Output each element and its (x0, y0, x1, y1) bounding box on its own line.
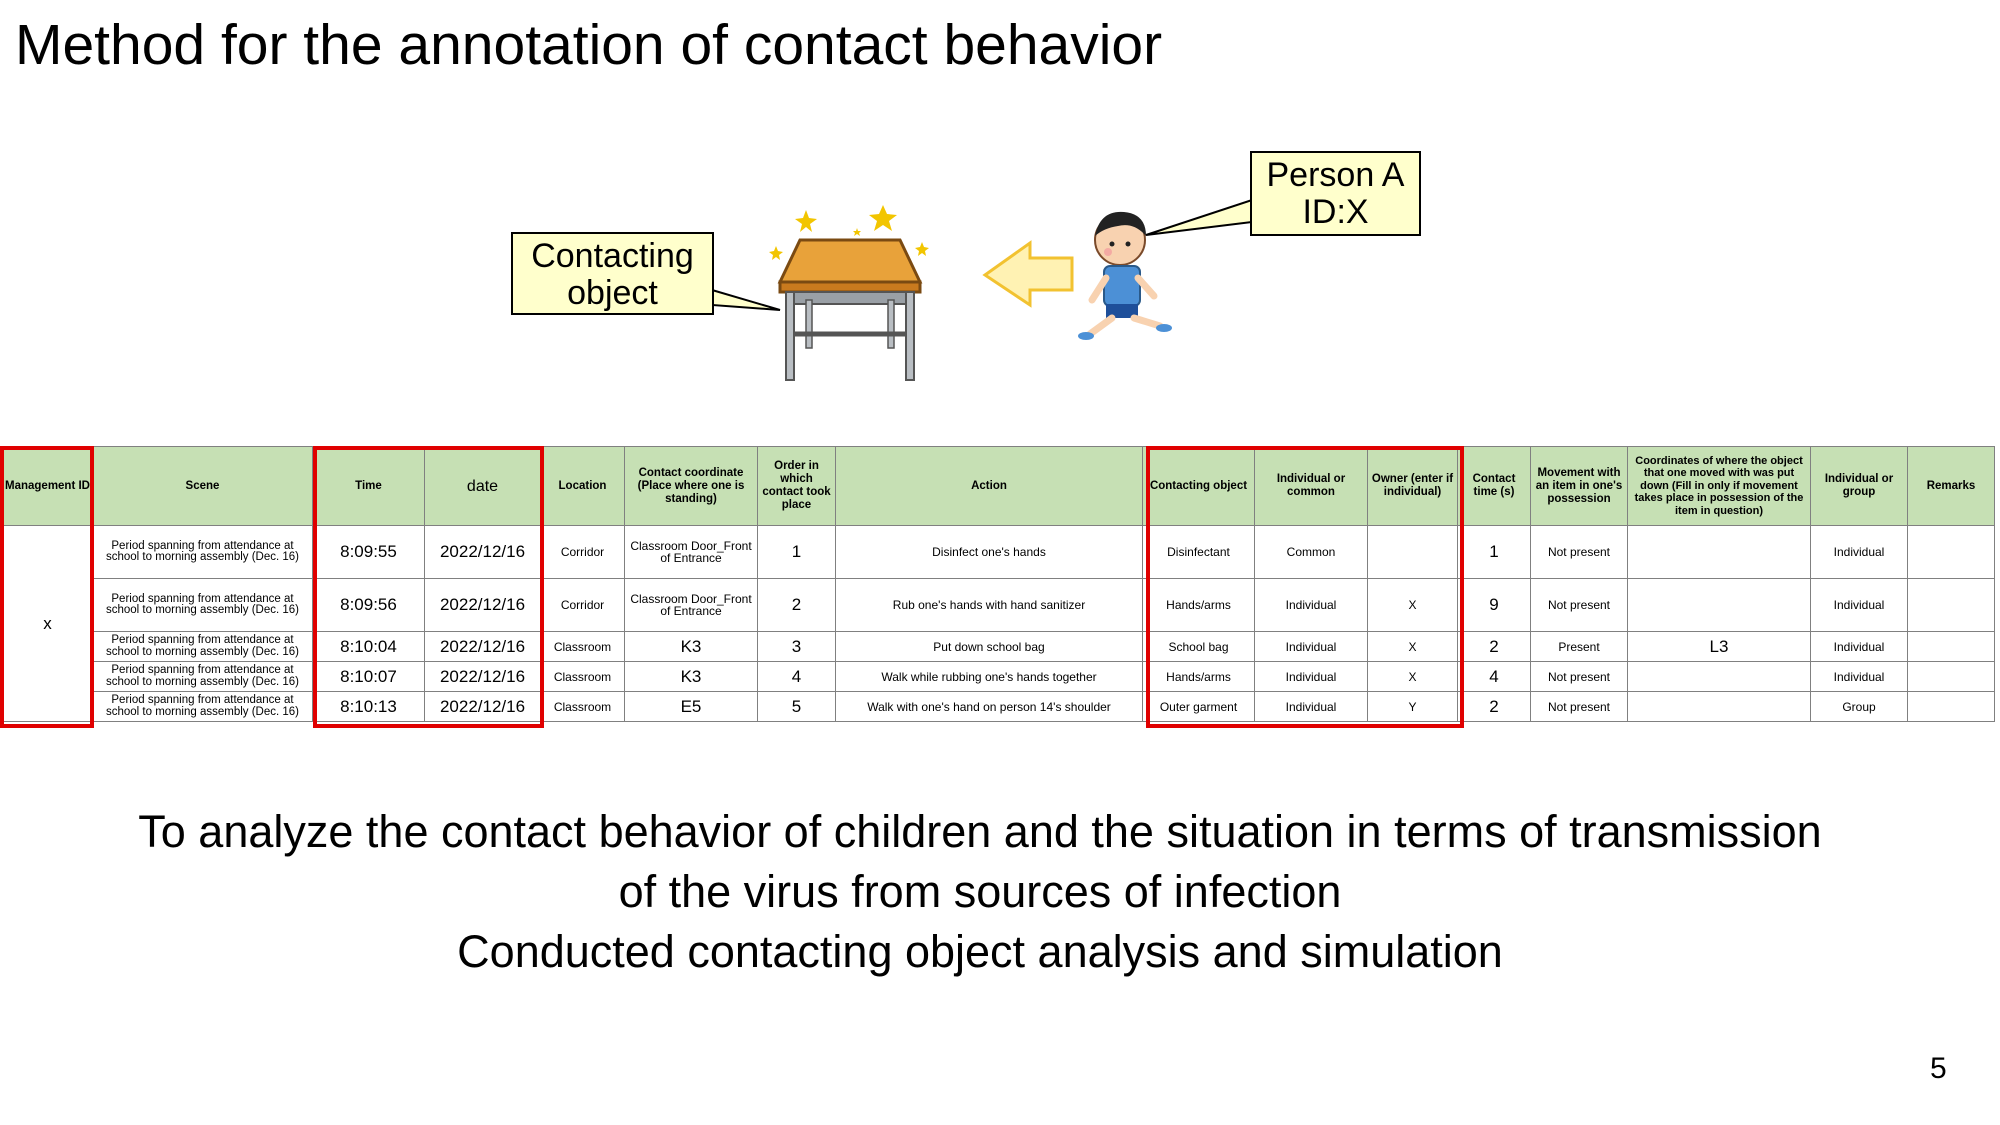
date-cell: 2022/12/16 (425, 692, 541, 722)
table-row (3, 632, 1995, 662)
individual-group-cell: Individual (1811, 526, 1908, 579)
action-cell: Disinfect one's hands (836, 526, 1143, 579)
callout-line: Person A (1266, 156, 1405, 194)
coordinate-cell: K3 (625, 632, 758, 662)
order-cell: 3 (758, 632, 836, 662)
illustration (0, 0, 2000, 440)
col-header: Location (541, 447, 625, 526)
callout-person (1250, 151, 1421, 236)
action-cell: Walk with one's hand on person 14's shoulder (836, 692, 1143, 722)
individual-common-cell: Individual (1255, 662, 1368, 692)
table-row (3, 526, 1995, 579)
page-number: 5 (1930, 1052, 1947, 1085)
col-header: Coordinates of where the object that one moved with was put down (Fill in only if movement takes place in possession of the item in question) (1628, 447, 1811, 526)
coordinate-cell: K3 (625, 662, 758, 692)
summary-line: of the virus from sources of infection (618, 866, 1342, 917)
individual-group-cell: Individual (1811, 579, 1908, 632)
put-down-cell (1628, 579, 1811, 632)
contact-time-cell: 9 (1458, 579, 1531, 632)
movement-cell: Not present (1531, 526, 1628, 579)
location-cell: Classroom (541, 632, 625, 662)
contact-time-cell: 2 (1458, 632, 1531, 662)
location-cell: Classroom (541, 692, 625, 722)
col-header: Scene (93, 447, 313, 526)
owner-cell: X (1368, 579, 1458, 632)
scene-cell: Period spanning from attendance at school to morning assembly (Dec. 16) (93, 632, 313, 662)
remarks-cell (1908, 526, 1995, 579)
col-header: Order in which contact took place (758, 447, 836, 526)
individual-common-cell: Individual (1255, 579, 1368, 632)
order-cell: 1 (758, 526, 836, 579)
scene-cell: Period spanning from attendance at school to morning assembly (Dec. 16) (93, 692, 313, 722)
contact-time-cell: 1 (1458, 526, 1531, 579)
action-cell: Put down school bag (836, 632, 1143, 662)
location-cell: Corridor (541, 579, 625, 632)
desk-icon (780, 240, 920, 380)
col-header: Movement with an item in one's possession (1531, 447, 1628, 526)
table-row (3, 692, 1995, 722)
col-header: Action (836, 447, 1143, 526)
order-cell: 2 (758, 579, 836, 632)
order-cell: 4 (758, 662, 836, 692)
summary-text (0, 802, 1960, 982)
object-cell: Disinfectant (1143, 526, 1255, 579)
individual-common-cell: Common (1255, 526, 1368, 579)
table-row (3, 579, 1995, 632)
callout-line: ID:X (1302, 193, 1369, 231)
col-header: Contact coordinate (Place where one is standing) (625, 447, 758, 526)
individual-group-cell: Individual (1811, 662, 1908, 692)
owner-cell: X (1368, 632, 1458, 662)
date-cell: 2022/12/16 (425, 662, 541, 692)
contact-time-cell: 4 (1458, 662, 1531, 692)
col-header: Contacting object (1143, 447, 1255, 526)
col-header: Individual or group (1811, 447, 1908, 526)
object-cell: Outer garment (1143, 692, 1255, 722)
col-header: date (425, 447, 541, 526)
remarks-cell (1908, 692, 1995, 722)
time-cell: 8:10:13 (313, 692, 425, 722)
individual-common-cell: Individual (1255, 692, 1368, 722)
coordinate-cell: E5 (625, 692, 758, 722)
col-header: Time (313, 447, 425, 526)
remarks-cell (1908, 579, 1995, 632)
action-cell: Rub one's hands with hand sanitizer (836, 579, 1143, 632)
object-cell: School bag (1143, 632, 1255, 662)
movement-cell: Present (1531, 632, 1628, 662)
put-down-cell: L3 (1628, 632, 1811, 662)
arrow-left-shape (985, 243, 1072, 305)
location-cell: Corridor (541, 526, 625, 579)
object-cell: Hands/arms (1143, 662, 1255, 692)
callout-pointer (1146, 200, 1252, 235)
col-header: Remarks (1908, 447, 1995, 526)
slide-title: Method for the annotation of contact behavior (15, 13, 1163, 77)
owner-cell: X (1368, 662, 1458, 692)
time-cell: 8:10:07 (313, 662, 425, 692)
summary-line: Conducted contacting object analysis and simulation (457, 926, 1503, 977)
location-cell: Classroom (541, 662, 625, 692)
owner-cell (1368, 526, 1458, 579)
col-header: Individual or common (1255, 447, 1368, 526)
table-header-row (3, 447, 1995, 526)
callout-pointer (712, 290, 780, 310)
movement-cell: Not present (1531, 662, 1628, 692)
individual-group-cell: Individual (1811, 632, 1908, 662)
object-cell: Hands/arms (1143, 579, 1255, 632)
time-cell: 8:10:04 (313, 632, 425, 662)
put-down-cell (1628, 692, 1811, 722)
put-down-cell (1628, 662, 1811, 692)
col-header: Contact time (s) (1458, 447, 1531, 526)
callout-contacting-object (511, 232, 714, 315)
time-cell: 8:09:56 (313, 579, 425, 632)
individual-group-cell: Group (1811, 692, 1908, 722)
owner-cell: Y (1368, 692, 1458, 722)
contact-time-cell: 2 (1458, 692, 1531, 722)
callout-line: Contacting (531, 237, 694, 275)
date-cell: 2022/12/16 (425, 526, 541, 579)
remarks-cell (1908, 662, 1995, 692)
scene-cell: Period spanning from attendance at school to morning assembly (Dec. 16) (93, 662, 313, 692)
remarks-cell (1908, 632, 1995, 662)
scene-cell: Period spanning from attendance at school to morning assembly (Dec. 16) (93, 579, 313, 632)
scene-cell: Period spanning from attendance at school to morning assembly (Dec. 16) (93, 526, 313, 579)
order-cell: 5 (758, 692, 836, 722)
summary-line: To analyze the contact behavior of children and the situation in terms of transmission (138, 806, 1822, 857)
put-down-cell (1628, 526, 1811, 579)
time-cell: 8:09:55 (313, 526, 425, 579)
movement-cell: Not present (1531, 579, 1628, 632)
date-cell: 2022/12/16 (425, 579, 541, 632)
coordinate-cell: Classroom Door_Front of Entrance (625, 526, 758, 579)
callout-line: object (567, 274, 658, 312)
individual-common-cell: Individual (1255, 632, 1368, 662)
action-cell: Walk while rubbing one's hands together (836, 662, 1143, 692)
col-header: Management ID (3, 447, 93, 526)
contact-behavior-table (2, 446, 1995, 722)
movement-cell: Not present (1531, 692, 1628, 722)
col-header: Owner (enter if individual) (1368, 447, 1458, 526)
management-id-cell: x (3, 526, 93, 722)
date-cell: 2022/12/16 (425, 632, 541, 662)
table-row (3, 662, 1995, 692)
coordinate-cell: Classroom Door_Front of Entrance (625, 579, 758, 632)
